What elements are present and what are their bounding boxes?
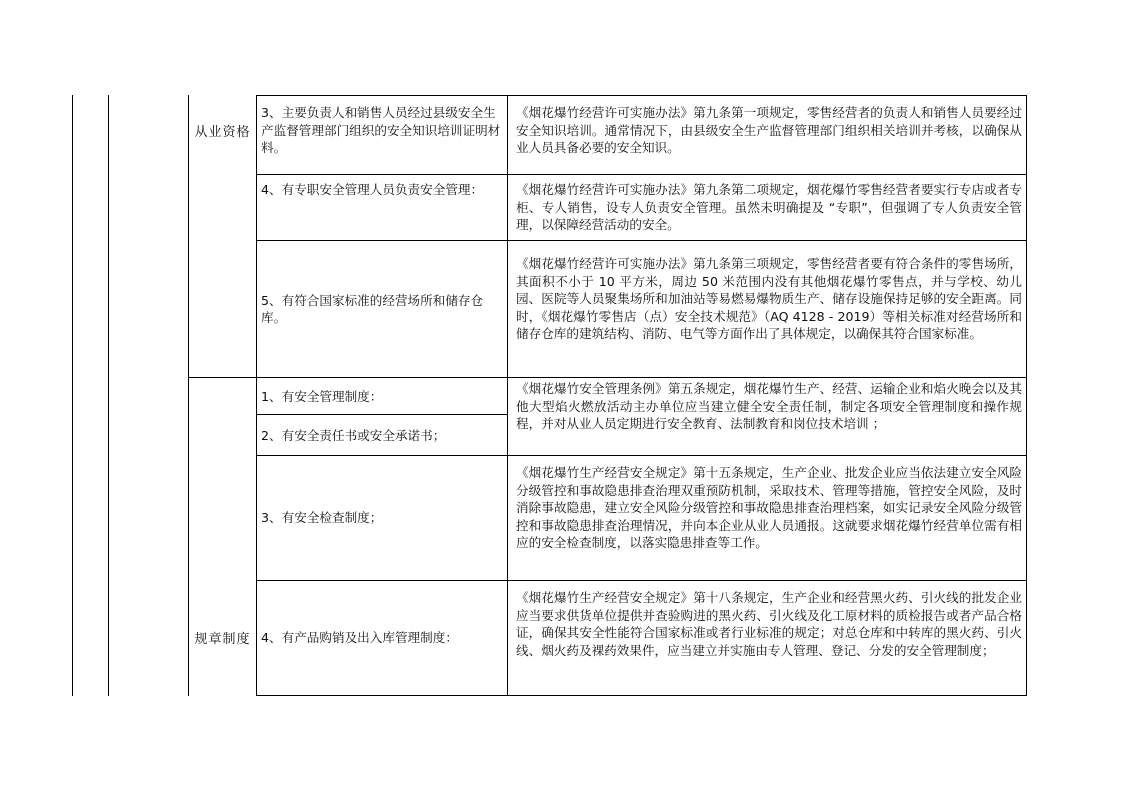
table-right-border [1026, 95, 1027, 696]
section-border [188, 377, 1027, 378]
requirement-cell: 4、有专职安全管理人员负责安全管理： [261, 182, 484, 197]
requirement-cell [257, 416, 507, 455]
row-border [256, 580, 1027, 581]
table-left-border [72, 95, 73, 696]
requirement-cell [257, 582, 507, 694]
basis-cell: 《烟花爆竹安全管理条例》第五条规定，烟花爆竹生产、经营、运输企业和焰火晚会以及其他大型焰火燃放活动主办单位应当建立健全安全责任制，制定各项安全管理制度和操作规程，并对从业人员定期进行安全教育、法制教育和岗位技术培训 ； [516, 381, 1022, 431]
row-border [256, 240, 1027, 241]
category-label: 规章制度 [194, 632, 251, 648]
row-border [256, 95, 1027, 96]
category-label: 从业资格 [194, 125, 251, 141]
row-border [256, 414, 507, 415]
requirement-cell [257, 457, 507, 579]
basis-cell: 《烟花爆竹生产经营安全规定》第十五条规定，生产企业、批发企业应当依法建立安全风险分级管控和事故隐患排查治理双重预防机制，采取技术、管理等措施，管控安全风险，及时消除事故隐患，建立安全风险分级管控和事故隐患排查治理档案，如实记录安全风险分级管控和事故隐患排查治理情况，并向本企业从业人员通报。这就要求烟花爆竹经营单位需有相应的安全检查制度，以落实隐患排查等工作。 [516, 465, 1022, 550]
requirement-text: 1、有安全管理制度： [261, 388, 383, 404]
basis-cell: 《烟花爆竹生产经营安全规定》第十八条规定，生产企业和经营黑火药、引火线的批发企业应当要求供货单位提供并查验购进的黑火药、引火线及化工原材料的质检报告或者产品合格证，确保其安全性能符合国家标准或者行业标准的规定；对总仓库和中转库的黑火药、引火线、烟火药及裸药效果件，应当建立并实施由专人管理、登记、分发的安全管理制度； [516, 590, 1022, 658]
requirement-cell [257, 242, 507, 376]
row-border [256, 174, 1027, 175]
table-bottom-border [256, 695, 1027, 696]
basis-cell: 《烟花爆竹经营许可实施办法》第九条第一项规定，零售经营者的负责人和销售人员要经过安全知识培训。通常情况下，由县级安全生产监督管理部门组织相关培训并考核，以确保从业人员具备必要的安全知识。 [516, 105, 1022, 155]
requirement-text: 4、有产品购销及出入库管理制度： [261, 630, 458, 646]
requirement-cell [257, 379, 507, 414]
requirement-cell: 3、主要负责人和销售人员经过县级安全生产监督管理部门组织的安全知识培训证明材料。 [261, 105, 501, 155]
requirement-text: 2、有安全责任书或安全承诺书； [261, 427, 446, 443]
basis-cell: 《烟花爆竹经营许可实施办法》第九条第二项规定，烟花爆竹零售经营者要实行专店或者专柜、专人销售，设专人负责安全管理。虽然未明确提及 “专职”，但强调了专人负责安全管理，以保障经营活动的安全。 [516, 182, 1022, 232]
requirement-text: 5、有符合国家标准的经营场所和储存仓库。 [261, 292, 484, 325]
row-border [256, 455, 1027, 456]
table-column-divider [108, 95, 109, 696]
table-column-divider [188, 95, 189, 696]
basis-cell: 《烟花爆竹经营许可实施办法》第九条第三项规定，零售经营者要有符合条件的零售场所，其面积不小于 10 平方米，周边 50 米范围内没有其他烟花爆竹零售点，并与学校、幼儿园、医院等人员聚集场所和加油站等易燃易爆物质生产、储存设施保持足够的安全距离。同时，《烟花爆竹零售店（点）安全技术规范》（AQ 4128 - 2019）等相关标准对经营场所和储存仓库的建筑结构、消防、电气等方面作出了具体规定，以确保其符合国家标准。 [516, 256, 1022, 341]
requirement-text: 3、有安全检查制度； [261, 510, 383, 526]
